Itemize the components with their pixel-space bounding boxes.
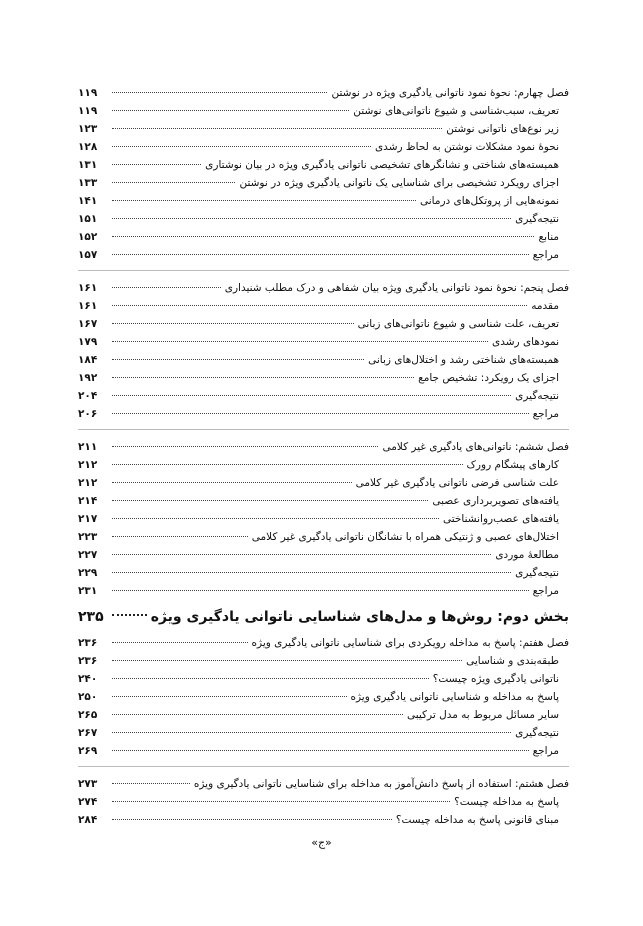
dot-leader: [112, 500, 428, 501]
chapter-heading[interactable]: [78, 438, 569, 456]
page-number: «ج»: [311, 836, 332, 849]
entry-title: زیر نوع‌های ناتوانی نوشتن: [446, 123, 559, 135]
dot-leader: [112, 341, 488, 342]
page-number-ref: ۲۱۷: [78, 513, 98, 525]
page-number-ref: ۱۶۱: [78, 282, 98, 294]
dot-leader: [112, 254, 529, 255]
dot-leader: [112, 678, 429, 679]
part-heading[interactable]: [78, 604, 569, 630]
dot-leader: [112, 660, 462, 661]
toc-entry[interactable]: [78, 351, 569, 369]
chapter-heading[interactable]: [78, 775, 569, 793]
page-number-ref: ۲۶۹: [78, 745, 98, 757]
page-number-ref: ۲۰۶: [78, 408, 98, 420]
dot-leader: [112, 146, 371, 147]
page-number-ref: ۱۳۳: [78, 177, 98, 189]
section-divider: [78, 270, 569, 271]
page-number-ref: ۱۲۳: [78, 123, 98, 135]
dot-leader: [112, 696, 347, 697]
entry-title: پاسخ به مداخله چیست؟: [454, 796, 559, 808]
entry-title: نحوۀ نمود مشکلات نوشتن به لحاظ رشدی: [374, 141, 559, 153]
entry-title: مقدمه: [531, 300, 559, 312]
entry-title: مراجع: [532, 249, 559, 261]
entry-title: علت شناسی فرضی ناتوانی یادگیری غیر کلامی: [355, 477, 559, 489]
toc-entry[interactable]: [78, 174, 569, 192]
toc-entry[interactable]: [78, 156, 569, 174]
entry-title: یافته‌های عصب‌روانشناختی: [442, 513, 559, 525]
entry-title: اجزای یک رویکرد: تشخیص جامع: [418, 372, 559, 384]
entry-title: یافته‌های تصویربرداری عصبی: [432, 495, 559, 507]
page-number-ref: ۲۳۶: [78, 637, 98, 649]
entry-title: نتیجه‌گیری: [515, 213, 559, 225]
page-number-ref: ۲۱۲: [78, 459, 98, 471]
toc-entry[interactable]: [78, 564, 569, 582]
page-number-ref: ۱۵۷: [78, 249, 98, 261]
toc-entry[interactable]: [78, 670, 569, 688]
chapter-title: فصل چهارم: نحوۀ نمود ناتوانی یادگیری ویژه در نوشتن: [331, 87, 569, 99]
dot-leader: [112, 554, 491, 555]
dot-leader: [112, 518, 439, 519]
toc-entry[interactable]: [78, 369, 569, 387]
toc-entry[interactable]: [78, 510, 569, 528]
page-number-ref: ۱۳۱: [78, 159, 98, 171]
entry-title: اختلال‌های عصبی و ژنتیکی همراه با نشانگان ناتوانی یادگیری غیر کلامی: [251, 531, 559, 543]
dot-leader: [112, 395, 511, 396]
toc-entry[interactable]: [78, 811, 569, 829]
dot-leader: [112, 801, 450, 802]
page-number-ref: ۲۲۹: [78, 567, 98, 579]
dot-leader: [112, 464, 463, 465]
toc-entry[interactable]: [78, 492, 569, 510]
toc-entry[interactable]: [78, 228, 569, 246]
entry-title: مطالعۀ موردی: [495, 549, 559, 561]
page-number-ref: ۱۶۷: [78, 318, 98, 330]
entry-title: مراجع: [532, 408, 559, 420]
page-number-ref: ۲۳۶: [78, 655, 98, 667]
dot-leader: [112, 110, 349, 111]
dot-leader: [112, 446, 378, 447]
entry-title: منابع: [538, 231, 559, 243]
entry-title: نمونه‌هایی از پروتکل‌های درمانی: [419, 195, 559, 207]
dot-leader: [112, 536, 248, 537]
page-number-ref: ۲۱۲: [78, 477, 98, 489]
dot-leader: [112, 359, 364, 360]
dot-leader: [112, 614, 147, 616]
page-number-ref: ۲۴۰: [78, 673, 98, 685]
page-number-ref: ۱۱۹: [78, 87, 98, 99]
page-number-ref: ۱۵۱: [78, 213, 98, 225]
dot-leader: [112, 642, 248, 643]
page-number-ref: ۱۹۲: [78, 372, 98, 384]
table-of-contents: [78, 84, 569, 829]
entry-title: مراجع: [532, 585, 559, 597]
page-number-ref: ۱۱۹: [78, 105, 98, 117]
toc-entry[interactable]: [78, 246, 569, 264]
entry-title: پاسخ به مداخله و شناسایی ناتوانی یادگیری ویژه: [350, 691, 559, 703]
dot-leader: [112, 182, 235, 183]
chapter-title: فصل پنجم: نحوۀ نمود ناتوانی یادگیری ویژه بیان شفاهی و درک مطلب شنیداری: [224, 282, 569, 294]
dot-leader: [112, 714, 403, 715]
page-number-ref: ۲۶۵: [78, 709, 98, 721]
entry-title: نتیجه‌گیری: [515, 567, 559, 579]
dot-leader: [112, 413, 529, 414]
chapter-title: فصل ششم: ناتوانی‌های یادگیری غیر کلامی: [382, 441, 569, 453]
page-number-ref: ۱۴۱: [78, 195, 98, 207]
toc-entry[interactable]: [78, 528, 569, 546]
toc-entry[interactable]: [78, 706, 569, 724]
toc-entry[interactable]: [78, 333, 569, 351]
entry-title: طبقه‌بندی و شناسایی: [466, 655, 559, 667]
page-number-ref: ۲۱۱: [78, 441, 98, 453]
page-number-ref: ۲۸۴: [78, 814, 98, 826]
section-divider: [78, 766, 569, 767]
entry-title: ناتوانی یادگیری ویژه چیست؟: [432, 673, 559, 685]
dot-leader: [112, 128, 442, 129]
toc-entry[interactable]: [78, 546, 569, 564]
toc-entry[interactable]: [78, 688, 569, 706]
page-number-ref: ۲۷۳: [78, 778, 98, 790]
entry-title: نمودهای رشدی: [492, 336, 559, 348]
toc-entry[interactable]: [78, 102, 569, 120]
toc-entry[interactable]: [78, 138, 569, 156]
dot-leader: [112, 200, 416, 201]
toc-entry[interactable]: [78, 387, 569, 405]
entry-title: مراجع: [532, 745, 559, 757]
dot-leader: [112, 236, 534, 237]
dot-leader: [112, 164, 201, 165]
toc-entry[interactable]: [78, 474, 569, 492]
chapter-heading[interactable]: [78, 84, 569, 102]
toc-entry[interactable]: [78, 793, 569, 811]
entry-title: نتیجه‌گیری: [515, 727, 559, 739]
dot-leader: [112, 590, 529, 591]
page-number-ref: ۲۳۱: [78, 585, 98, 597]
toc-entry[interactable]: [78, 210, 569, 228]
toc-entry[interactable]: [78, 405, 569, 423]
entry-title: نتیجه‌گیری: [515, 390, 559, 402]
entry-title: مبنای قانونی پاسخ به مداخله چیست؟: [395, 814, 559, 826]
dot-leader: [112, 732, 511, 733]
page-number-ref: ۲۲۷: [78, 549, 98, 561]
dot-leader: [112, 572, 511, 573]
dot-leader: [112, 819, 392, 820]
toc-entry[interactable]: [78, 297, 569, 315]
page-number-ref: ۱۷۹: [78, 336, 98, 348]
dot-leader: [112, 218, 511, 219]
entry-title: اجزای رویکرد تشخیصی برای شناسایی یک ناتوانی یادگیری ویژه در نوشتن: [239, 177, 559, 189]
page-number-ref: ۱۶۱: [78, 300, 98, 312]
page-number-ref: ۱۵۲: [78, 231, 98, 243]
page-number-ref: ۱۲۸: [78, 141, 98, 153]
dot-leader: [112, 92, 327, 93]
toc-entry[interactable]: [78, 652, 569, 670]
part-page-number: ۲۳۵: [78, 609, 104, 625]
page-number-ref: ۲۱۴: [78, 495, 98, 507]
toc-entry[interactable]: [78, 120, 569, 138]
dot-leader: [112, 377, 414, 378]
toc-entry[interactable]: [78, 742, 569, 760]
dot-leader: [112, 305, 527, 306]
page-number-ref: ۲۵۰: [78, 691, 98, 703]
entry-title: همبسته‌های شناختی و نشانگرهای تشخیصی ناتوانی یادگیری ویژه در بیان نوشتاری: [205, 159, 559, 171]
page-number-ref: ۲۲۳: [78, 531, 98, 543]
toc-entry[interactable]: [78, 582, 569, 600]
dot-leader: [112, 482, 352, 483]
part-title: بخش دوم: روش‌ها و مدل‌های شناسایی ناتوانی یادگیری ویژه: [150, 609, 569, 625]
toc-entry[interactable]: [78, 315, 569, 333]
toc-entry[interactable]: [78, 456, 569, 474]
entry-title: کارهای پیشگام رورک: [466, 459, 559, 471]
dot-leader: [112, 287, 221, 288]
chapter-title: فصل هفتم: پاسخ به مداخله رویکردی برای شناسایی ناتوانی یادگیری ویژه: [251, 637, 569, 649]
page-number-ref: ۲۶۷: [78, 727, 98, 739]
page-number-ref: ۲۷۴: [78, 796, 98, 808]
dot-leader: [112, 323, 354, 324]
toc-entry[interactable]: [78, 192, 569, 210]
dot-leader: [112, 750, 529, 751]
chapter-heading[interactable]: [78, 279, 569, 297]
chapter-title: فصل هشتم: استفاده از پاسخ دانش‌آموز به مداخله برای شناسایی ناتوانی یادگیری ویژه: [193, 778, 569, 790]
entry-title: همبسته‌های شناختی رشد و اختلال‌های زبانی: [368, 354, 559, 366]
section-divider: [78, 429, 569, 430]
page-footer: [0, 836, 643, 849]
dot-leader: [112, 783, 190, 784]
page-number-ref: ۱۸۴: [78, 354, 98, 366]
page-number-ref: ۲۰۴: [78, 390, 98, 402]
entry-title: سایر مسائل مربوط به مدل ترکیبی: [406, 709, 559, 721]
chapter-heading[interactable]: [78, 634, 569, 652]
entry-title: تعریف، علت شناسی و شیوع ناتوانی‌های زبانی: [357, 318, 559, 330]
toc-entry[interactable]: [78, 724, 569, 742]
entry-title: تعریف، سبب‌شناسی و شیوع ناتوانی‌های نوشتن: [353, 105, 559, 117]
